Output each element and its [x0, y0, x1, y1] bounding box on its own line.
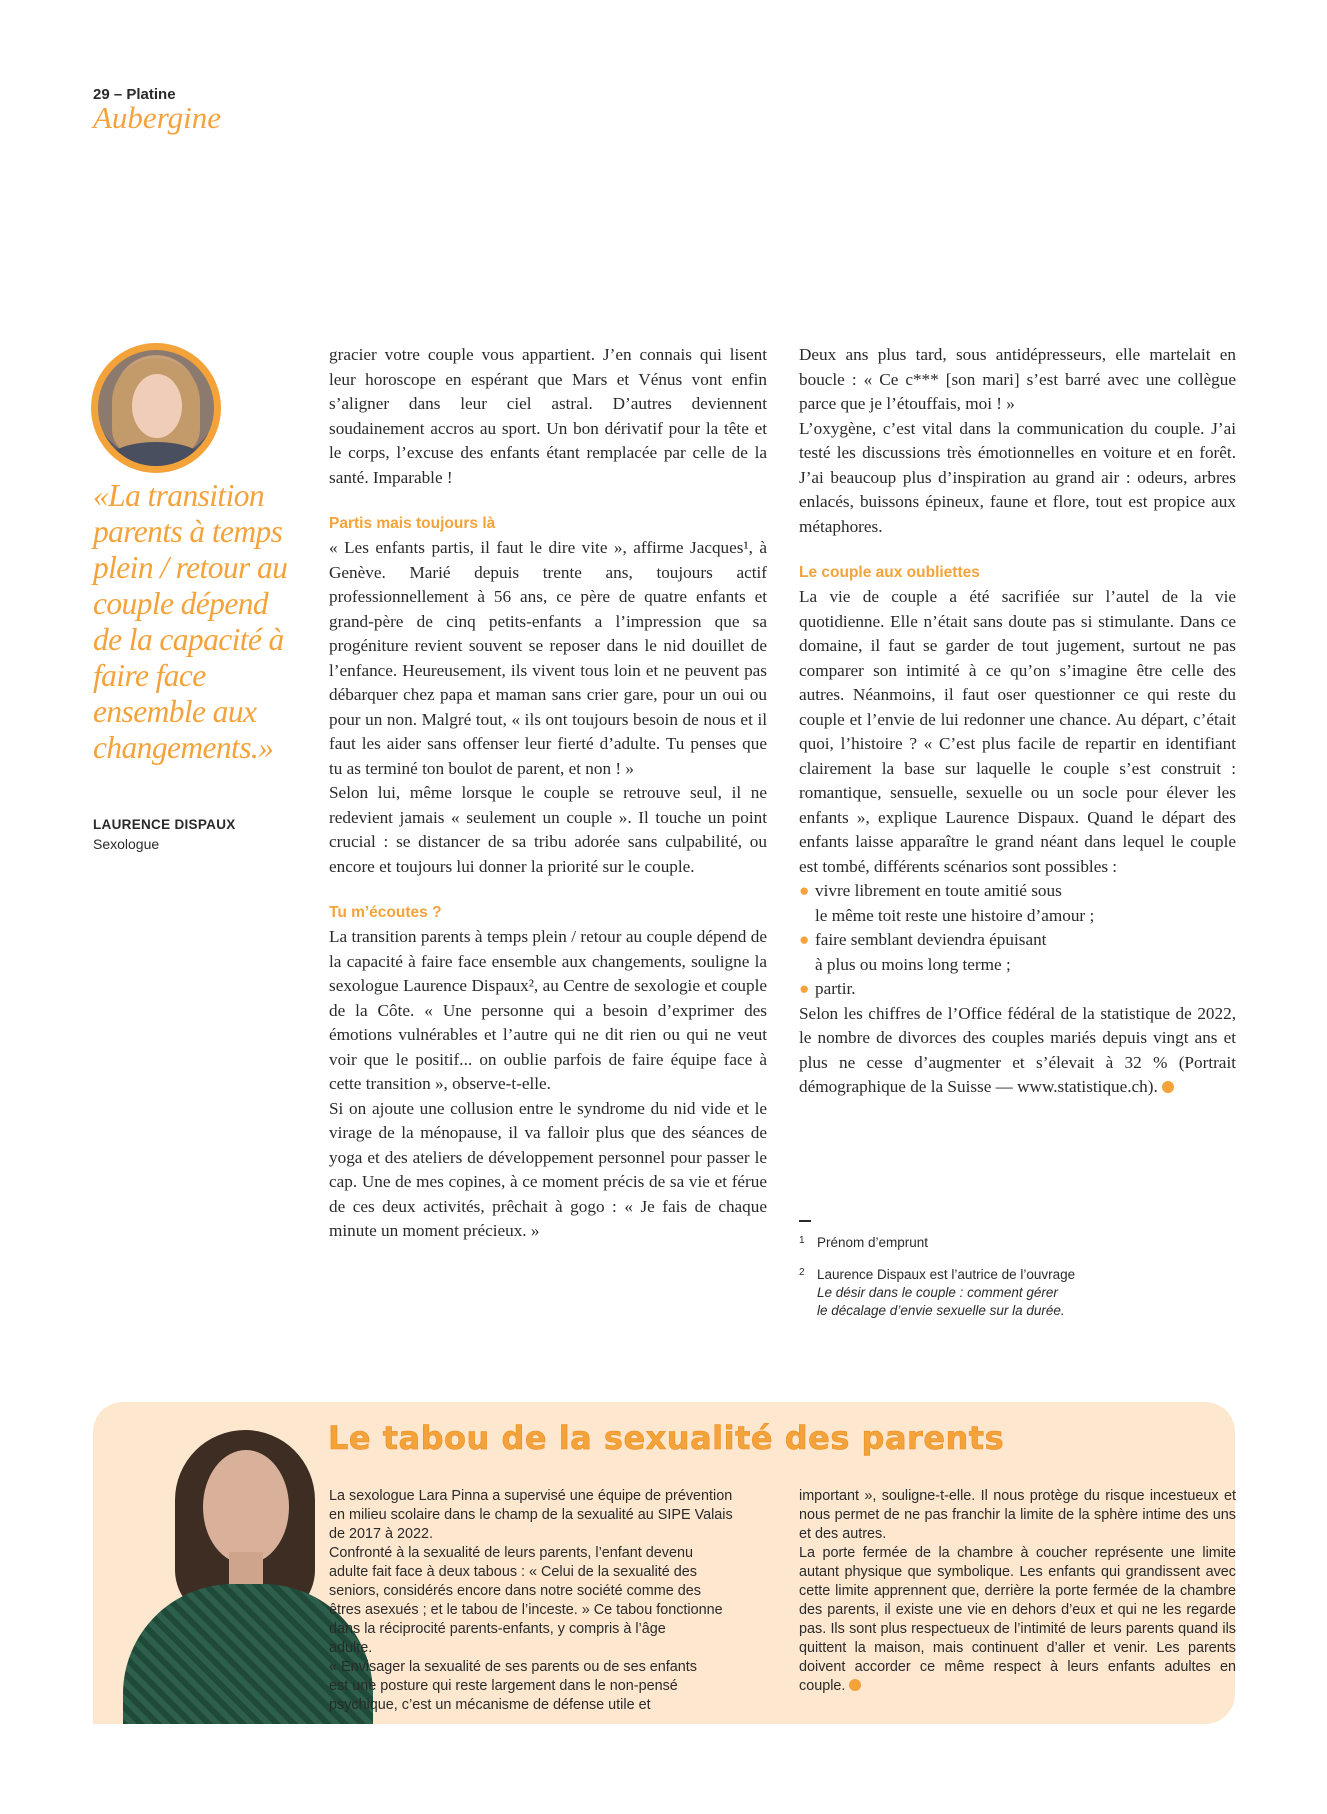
sidebar-column-2	[799, 1487, 1236, 1696]
footnote-1: 1 Prénom d’emprunt	[799, 1235, 929, 1250]
paragraph: « Les enfants partis, il faut le dire vite », affirme Jacques¹, à Genève. Marié depuis trente ans, toujours actif professionnellement à 56 ans, ce père de quatre enfants et grand-père de cinq petits-enfants a l’impression que sa progéniture revient souvent se reposer dans le nid douillet de l’enfance. Heureusement, ils vivent tous loin et ne peuvent pas débarquer chez papa et maman sans crier gare, pour un oui ou pour un non. Malgré tout, « ils ont toujours besoin de nous et il faut les aider sans offenser leur fierté d’adulte. Tu penses que tu as terminé ton boulot de parent, et non ! »	[329, 538, 767, 778]
paragraph: La vie de couple a été sacrifiée sur l’autel de la vie quotidienne. Elle n’était sans doute pas si stimulante. Dans ce domaine, il faut se garder de tout jugement, surtout ne pas comparer son intimité à ce qu’on s’imagine être celle des autres. Néanmoins, il faut oser questionner ce qui reste du couple et l’envie de lui redonner une chance. Au départ, c’était quoi, l’histoire ? « C’est plus facile de repartir en identifiant clairement la base sur laquelle le couple s’est construit : romantique, sensuelle, sexuelle ou un socle pour élever les enfants », explique Laurence Dispaux. Quand le départ des enfants laisse apparaître le grand néant dans lequel le couple est tombé, différents scénarios sont possibles :	[799, 587, 1236, 876]
sidebar-title: Le tabou de la sexualité des parents	[328, 1419, 1005, 1457]
paragraph: La transition parents à temps plein / retour au couple dépend de la capacité à faire face ensemble aux changements, souligne la sexologue Laurence Dispaux², au Centre de sexologie et couple de la Côte. « Une personne qui a besoin d’exprimer des émotions vulnérables et l’autre qui ne dit rien ou qui ne veut voir que le positif... on oublie parfois de faire équipe face à cette transition », observe-t-elle.	[329, 927, 767, 1093]
subheading: Le couple aux oubliettes	[799, 564, 980, 581]
expert-portrait	[91, 343, 221, 473]
pull-quote	[93, 478, 303, 766]
paragraph: L’oxygène, c’est vital dans la communication du couple. J’ai testé les discussions très émotionnelles en voiture et en forêt. J’ai beaucoup plus d’inspiration au grand air : odeurs, arbres enlacés, buissons épineux, faune et flore, tout est propice aux métaphores.	[799, 418, 1236, 536]
paragraph: Selon les chiffres de l’Office fédéral de la statistique de 2022, le nombre de divorces des couples mariés depuis vingt ans et plus ne cesse d’augmenter et s’élevait à 32 % (Portrait démographique de la Suisse — www.statistique.ch).	[799, 1003, 1236, 1096]
footnote-2: 2 Laurence Dispaux est l’autrice de l’ouvrage Le désir dans le couple : comment gérer le décalage d’envie sexuelle sur la durée.	[799, 1267, 1076, 1318]
subheading: Partis mais toujours là	[329, 515, 496, 532]
end-mark-icon	[1162, 1081, 1174, 1093]
section-title: Aubergine	[93, 100, 221, 135]
paragraph: gracier votre couple vous appartient. J’en connais qui lisent leur horoscope en espérant que Mars et Vénus vont enfin s’aligner dans leur ciel astral. D’autres deviennent soudainement accros au sport. Un bon dérivatif pour la tête et le corps, l’excuse des enfants étant remplacée par celle de la santé. Imparable !	[329, 345, 767, 487]
subheading: Tu m’écoutes ?	[329, 904, 442, 921]
bullet-icon: ●	[799, 979, 810, 998]
quote-author: LAURENCE DISPAUX	[93, 817, 236, 832]
paragraph: important », souligne-t-elle. Il nous protège du risque incestueux et nous permet de ne pas franchir la limite de la sphère intime des uns et des autres.	[799, 1488, 1236, 1542]
paragraph: La porte fermée de la chambre à coucher représente une limite autant physique que symbolique. Les enfants qui grandissent avec cette limite apprennent que, derrière la porte fermée de la chambre des parents, il existe une vie en dehors d’eux et qui ne les regarde pas. Ils sont plus respectueux de l’intimité de leurs parents quand ils quittent la maison, mais continuent d’aller et venir. Les parents doivent accorder ce même respect à leurs enfants adultes en couple.	[799, 1545, 1236, 1694]
paragraph: Si on ajoute une collusion entre le syndrome du nid vide et le virage de la ménopause, il va falloir plus que des séances de yoga et des ateliers de développement personnel pour passer le cap. Une de mes copines, à ce moment précis de sa vie et férue de ces deux activités, prêchait à gogo : « Je fais de chaque minute un moment précieux. »	[329, 1098, 767, 1240]
pull-quote-text: «La transition parents à temps plein / retour au couple dépend de la capacité à faire face ensemble aux changements.»	[93, 478, 288, 765]
list-item: ● vivre librement en toute amitié sous	[799, 879, 1236, 904]
scenario-list	[799, 879, 1236, 1002]
paragraph: Selon lui, même lorsque le couple se retrouve seul, il ne redevient jamais « seulement un couple ». Il touche un point crucial : se distancer de sa tribu adorée sans culpabilité, ou encore et toujours lui donner la priorité sur le couple.	[329, 783, 767, 876]
article-column-1	[329, 343, 767, 1244]
footnote-divider	[799, 1220, 811, 1222]
list-item: ● faire semblant deviendra épuisant	[799, 928, 1236, 953]
list-item-continuation: le même toit reste une histoire d’amour ;	[815, 905, 1095, 925]
list-item-continuation: à plus ou moins long terme ;	[815, 954, 1011, 974]
bullet-icon: ●	[799, 881, 810, 900]
paragraph: Deux ans plus tard, sous antidépresseurs, elle martelait en boucle : « Ce c*** [son mari] s’est barré avec une collègue parce que je l’étouffais, moi ! »	[799, 345, 1236, 413]
quote-author-role: Sexologue	[93, 836, 160, 852]
sidebar-column-1: La sexologue Lara Pinna a supervisé une équipe de prévention en milieu scolaire dans le champ de la sexualité au SIPE Valais de 2017 à 2022. Confronté à la sexualité de leurs parents, l’enfant devenu adulte fait face à deux tabous : « Celui de la sexualité des seniors, considérés encore dans notre société comme des êtres asexués ; et le tabou de l’inceste. » Ce tabou fonctionne dans la réciprocité parents-enfants, y compris à l’âge adulte. « Envisager la sexualité de ses parents ou de ses enfants est une posture qui reste largement dans le non-pensé psychique, c’est un mécanisme de défense utile et	[329, 1488, 733, 1713]
article-column-2	[799, 343, 1236, 1100]
page-number: 29 – Platine	[93, 86, 176, 103]
bullet-icon: ●	[799, 930, 810, 949]
page-header	[93, 86, 221, 133]
end-mark-icon	[849, 1679, 861, 1691]
list-item: ● partir.	[799, 977, 1236, 1002]
